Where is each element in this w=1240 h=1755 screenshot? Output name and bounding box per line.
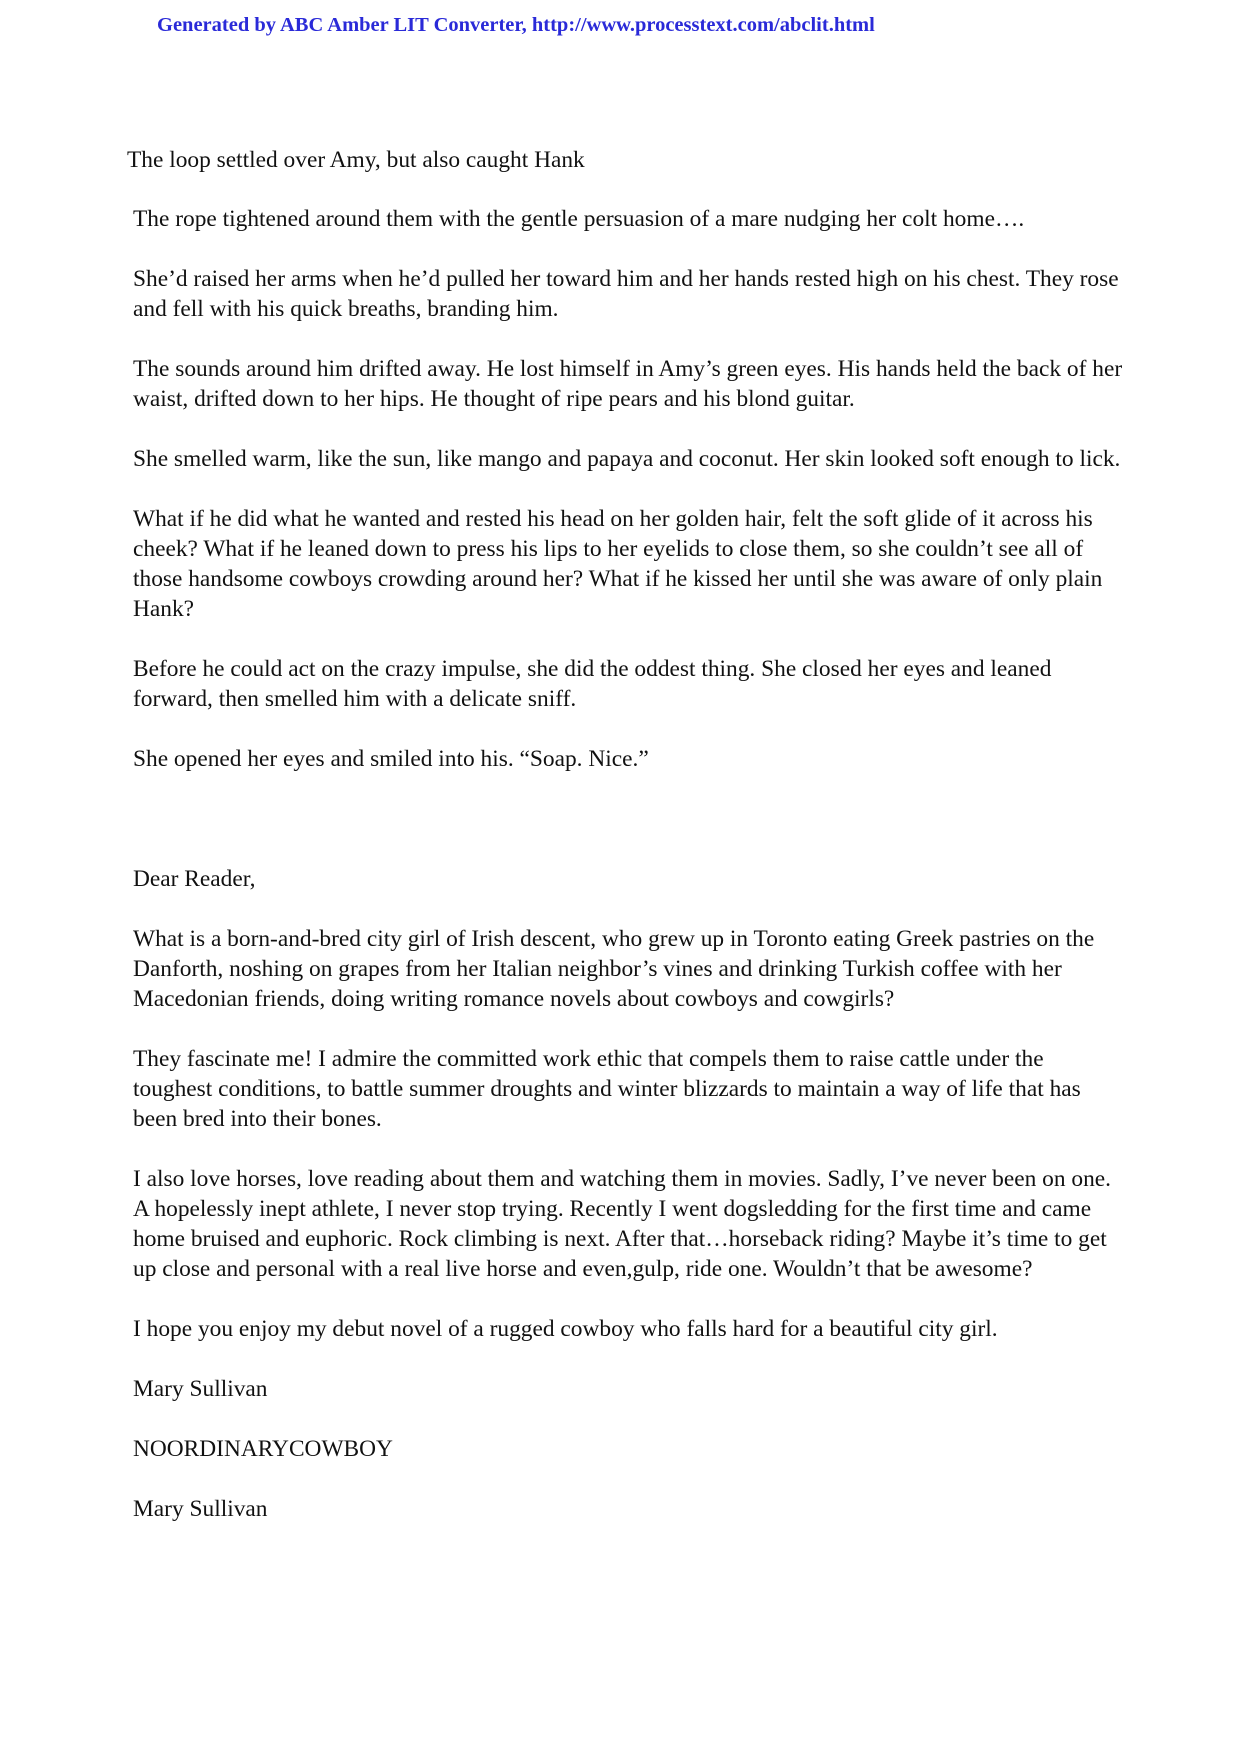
excerpt-paragraph: The loop settled over Amy, but also caught Hank: [127, 147, 585, 173]
letter-paragraph: I also love horses, love reading about them and watching them in movies. Sadly, I’ve never been on one. A hopelessly inept athlete, I never stop trying. Recently I went dogsledding for the first time and came home bruised and euphoric. Rock climbing is next. After that…horseback riding? Maybe it’s time to get up close and personal with a real live horse and even,gulp, ride one. Wouldn’t that be awesome?: [133, 1166, 1112, 1282]
excerpt-paragraph: She smelled warm, like the sun, like mango and papaya and coconut. Her skin looked soft enough to lick.: [133, 446, 1121, 472]
excerpt-paragraph: Before he could act on the crazy impulse, she did the oddest thing. She closed her eyes and leaned forward, then smelled him with a delicate sniff.: [133, 656, 1052, 712]
excerpt-paragraph: The rope tightened around them with the gentle persuasion of a mare nudging her colt home….: [133, 206, 1025, 232]
converter-header: Generated by ABC Amber LIT Converter, http://www.processtext.com/abclit.html: [157, 14, 875, 36]
letter-signature: Mary Sullivan: [133, 1376, 268, 1402]
letter-paragraph: What is a born-and-bred city girl of Irish descent, who grew up in Toronto eating Greek pastries on the Danforth, noshing on grapes from her Italian neighbor’s vines and drinking Turkish coffee with her Macedonian friends, doing writing romance novels about cowboys and cowgirls?: [133, 926, 1095, 1012]
letter-greeting: Dear Reader,: [133, 866, 256, 892]
document-body: [127, 145, 1127, 1554]
book-title: NOORDINARYCOWBOY: [133, 1436, 393, 1462]
section-gap: [127, 804, 1127, 864]
excerpt-paragraph: She’d raised her arms when he’d pulled her toward him and her hands rested high on his chest. They rose and fell with his quick breaths, branding him.: [133, 266, 1119, 322]
excerpt-paragraph: What if he did what he wanted and rested his head on her golden hair, felt the soft glide of it across his cheek? What if he leaned down to press his lips to her eyelids to close them, so she couldn’t see all of those handsome cowboys crowding around her? What if he kissed her until she was aware of only plain Hank?: [133, 506, 1103, 622]
letter-paragraph: I hope you enjoy my debut novel of a rugged cowboy who falls hard for a beautiful city girl.: [133, 1316, 998, 1342]
excerpt-paragraph: She opened her eyes and smiled into his. “Soap. Nice.”: [133, 746, 649, 772]
excerpt-paragraph: The sounds around him drifted away. He lost himself in Amy’s green eyes. His hands held the back of her waist, drifted down to her hips. He thought of ripe pears and his blond guitar.: [133, 356, 1123, 412]
book-author: Mary Sullivan: [133, 1496, 268, 1522]
letter-paragraph: They fascinate me! I admire the committed work ethic that compels them to raise cattle under the toughest conditions, to battle summer droughts and winter blizzards to maintain a way of life that has been bred into their bones.: [133, 1046, 1081, 1132]
